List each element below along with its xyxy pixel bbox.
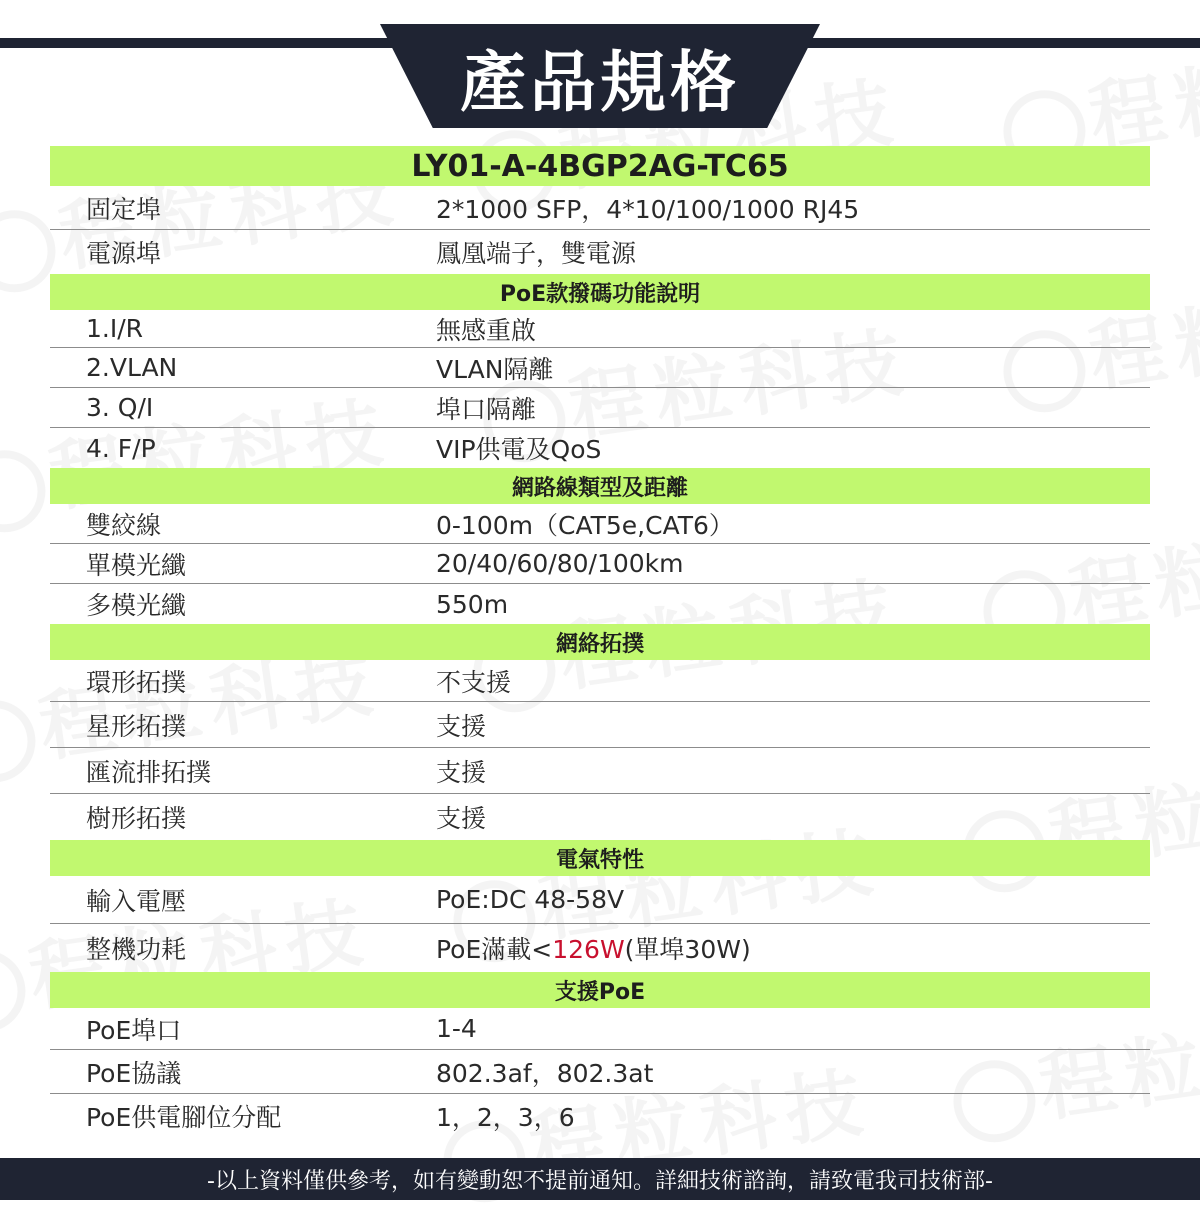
row-label: 2.VLAN [86, 353, 178, 382]
model-header: LY01-A-4BGP2AG-TC65 [50, 146, 1150, 186]
table-row [50, 748, 1150, 794]
table-row [50, 186, 1150, 230]
row-label: PoE埠口 [86, 1015, 182, 1045]
table-row [50, 660, 1150, 702]
row-label: 3. Q/I [86, 393, 154, 422]
table-row [50, 924, 1150, 972]
table-row [50, 544, 1150, 584]
table-row [50, 876, 1150, 924]
row-value: VLAN隔離 [436, 354, 554, 384]
row-value: 0-100m（CAT5e,CAT6） [436, 510, 734, 540]
table-row [50, 230, 1150, 274]
row-value: 550m [436, 589, 509, 619]
row-value [436, 930, 1150, 966]
power-prefix: PoE滿載< [436, 935, 553, 964]
row-label: PoE供電腳位分配 [86, 1103, 282, 1132]
page-title: 產品規格 [460, 43, 740, 121]
row-value: 支援 [436, 804, 487, 833]
table-row [50, 702, 1150, 748]
row-label: 環形拓撲 [86, 667, 187, 697]
row-label: 4. F/P [86, 433, 156, 463]
row-value: 鳳凰端子，雙電源 [436, 239, 637, 268]
row-label: 整機功耗 [86, 935, 187, 964]
table-row [50, 1008, 1150, 1050]
table-row [50, 428, 1150, 468]
row-label: 輸入電壓 [86, 886, 187, 916]
row-label: 樹形拓撲 [86, 804, 187, 833]
row-label: 電源埠 [86, 239, 162, 268]
section-header-electrical: 電氣特性 [50, 840, 1150, 876]
row-value: 不支援 [436, 667, 512, 697]
section-header-dip: PoE款撥碼功能說明 [50, 274, 1150, 310]
spec-table [50, 146, 1150, 1138]
row-value: 支援 [436, 757, 487, 787]
power-highlight: 126W [552, 935, 625, 964]
footer-note: -以上資料僅供參考，如有變動恕不提前通知。詳細技術諮詢，請致電我司技術部- [0, 1158, 1200, 1200]
row-value: 20/40/60/80/100km [436, 549, 684, 578]
table-row [50, 388, 1150, 428]
row-value: 2*1000 SFP，4*10/100/1000 RJ45 [436, 194, 860, 224]
row-label: 單模光纖 [86, 550, 187, 580]
power-suffix: (單埠30W) [624, 935, 751, 964]
section-header-cable: 網路線類型及距離 [50, 468, 1150, 504]
row-label: 星形拓撲 [86, 711, 187, 741]
section-header-poe: 支援PoE [50, 972, 1150, 1008]
table-row [50, 1094, 1150, 1138]
table-row [50, 584, 1150, 624]
row-label: 1.I/R [86, 314, 144, 343]
table-row [50, 1050, 1150, 1094]
row-label: PoE協議 [86, 1058, 182, 1088]
row-value: 1，2，3，6 [436, 1103, 575, 1132]
row-value: 802.3af，802.3at [436, 1058, 654, 1088]
row-value: VIP供電及QoS [436, 435, 602, 464]
row-value: 埠口隔離 [436, 394, 537, 424]
row-value: 1-4 [436, 1014, 477, 1043]
row-value: 支援 [436, 711, 487, 741]
table-row [50, 310, 1150, 348]
table-row [50, 504, 1150, 544]
row-label: 多模光纖 [86, 591, 187, 620]
row-value: 無感重啟 [436, 315, 537, 345]
table-row [50, 794, 1150, 840]
row-label: 匯流排拓撲 [86, 757, 212, 787]
row-value: PoE:DC 48-58V [436, 885, 625, 914]
section-header-topology: 網絡拓撲 [50, 624, 1150, 660]
row-label: 雙絞線 [86, 510, 162, 540]
row-label: 固定埠 [86, 194, 162, 224]
table-row [50, 348, 1150, 388]
